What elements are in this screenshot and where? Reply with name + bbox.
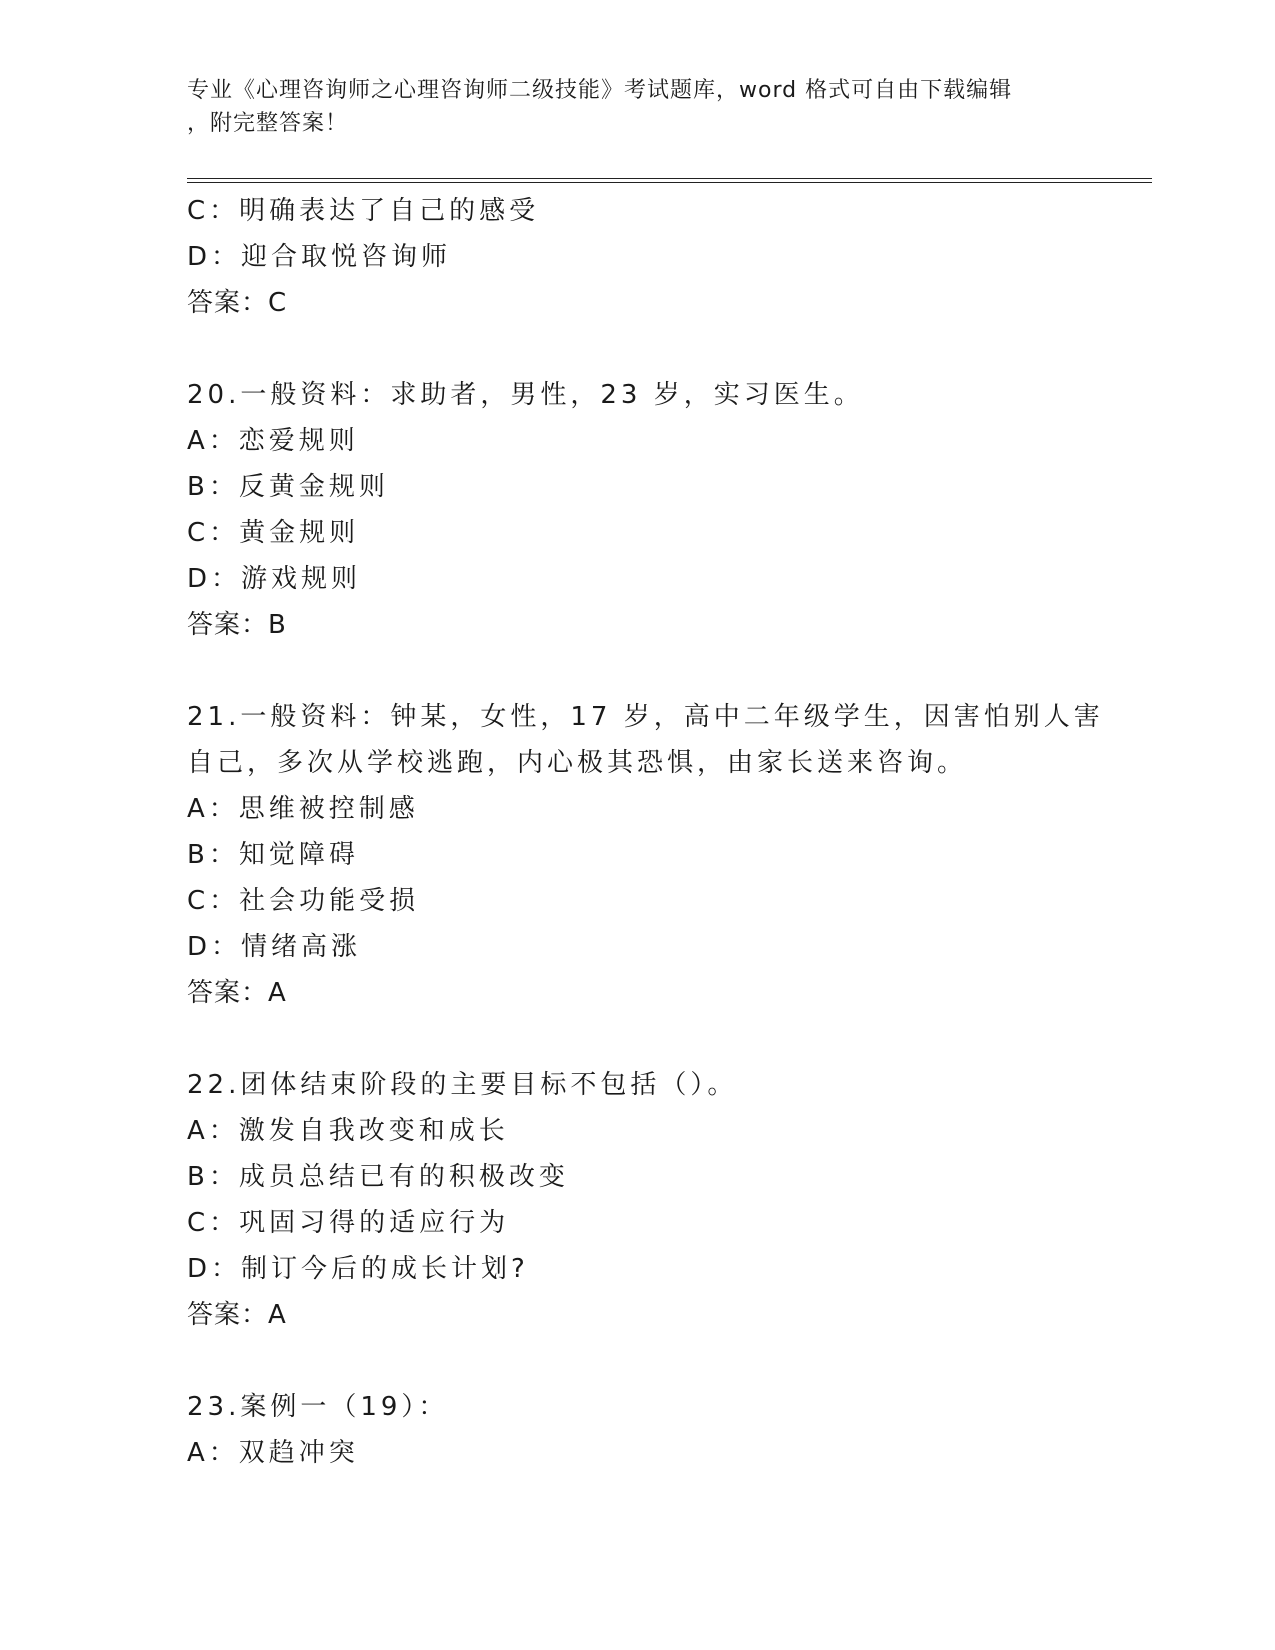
question-block-22	[187, 1062, 1117, 1338]
option-c: C：社会功能受损	[187, 886, 420, 916]
option-a: A：思维被控制感	[187, 794, 419, 824]
option-a: A：恋爱规则	[187, 426, 359, 456]
question-block-21	[187, 694, 1117, 1016]
option-c: C：黄金规则	[187, 518, 360, 548]
header-line-1: 专业《心理咨询师之心理咨询师二级技能》考试题库，word 格式可自由下载编辑	[187, 78, 1013, 103]
option-d: D：情绪高涨	[187, 932, 362, 962]
header-divider-top	[187, 178, 1152, 179]
header-divider-bottom	[187, 182, 1152, 183]
option-a: A：激发自我改变和成长	[187, 1116, 509, 1146]
option-c: C：巩固习得的适应行为	[187, 1208, 510, 1238]
answer-line: 答案：B	[187, 610, 287, 640]
answer-line: 答案：C	[187, 288, 288, 318]
document-header	[187, 74, 1087, 140]
option-a: A：双趋冲突	[187, 1438, 359, 1468]
answer-line: 答案：A	[187, 978, 287, 1008]
header-line-2: ，附完整答案！	[187, 111, 349, 136]
option-b: B：知觉障碍	[187, 840, 359, 870]
question-block-23	[187, 1384, 1117, 1476]
question-text: 21.一般资料：钟某，女性，17 岁，高中二年级学生，因害怕别人害自己，多次从学校逃跑，内心极其恐惧，由家长送来咨询。	[187, 702, 1104, 778]
answer-line: 答案：A	[187, 1300, 287, 1330]
question-text: 20.一般资料：求助者，男性，23 岁，实习医生。	[187, 380, 864, 410]
question-block-20	[187, 372, 1117, 648]
option-d: D：制订今后的成长计划?	[187, 1254, 529, 1284]
question-text: 22.团体结束阶段的主要目标不包括（）。	[187, 1070, 738, 1100]
question-text: 23.案例一（19）：	[187, 1392, 449, 1422]
option-d: D：迎合取悦咨询师	[187, 242, 452, 272]
option-b: B：反黄金规则	[187, 472, 389, 502]
question-block-19	[187, 188, 1117, 326]
option-b: B：成员总结已有的积极改变	[187, 1162, 569, 1192]
question-list	[187, 188, 1117, 1476]
option-c: C：明确表达了自己的感受	[187, 196, 540, 226]
option-d: D：游戏规则	[187, 564, 362, 594]
